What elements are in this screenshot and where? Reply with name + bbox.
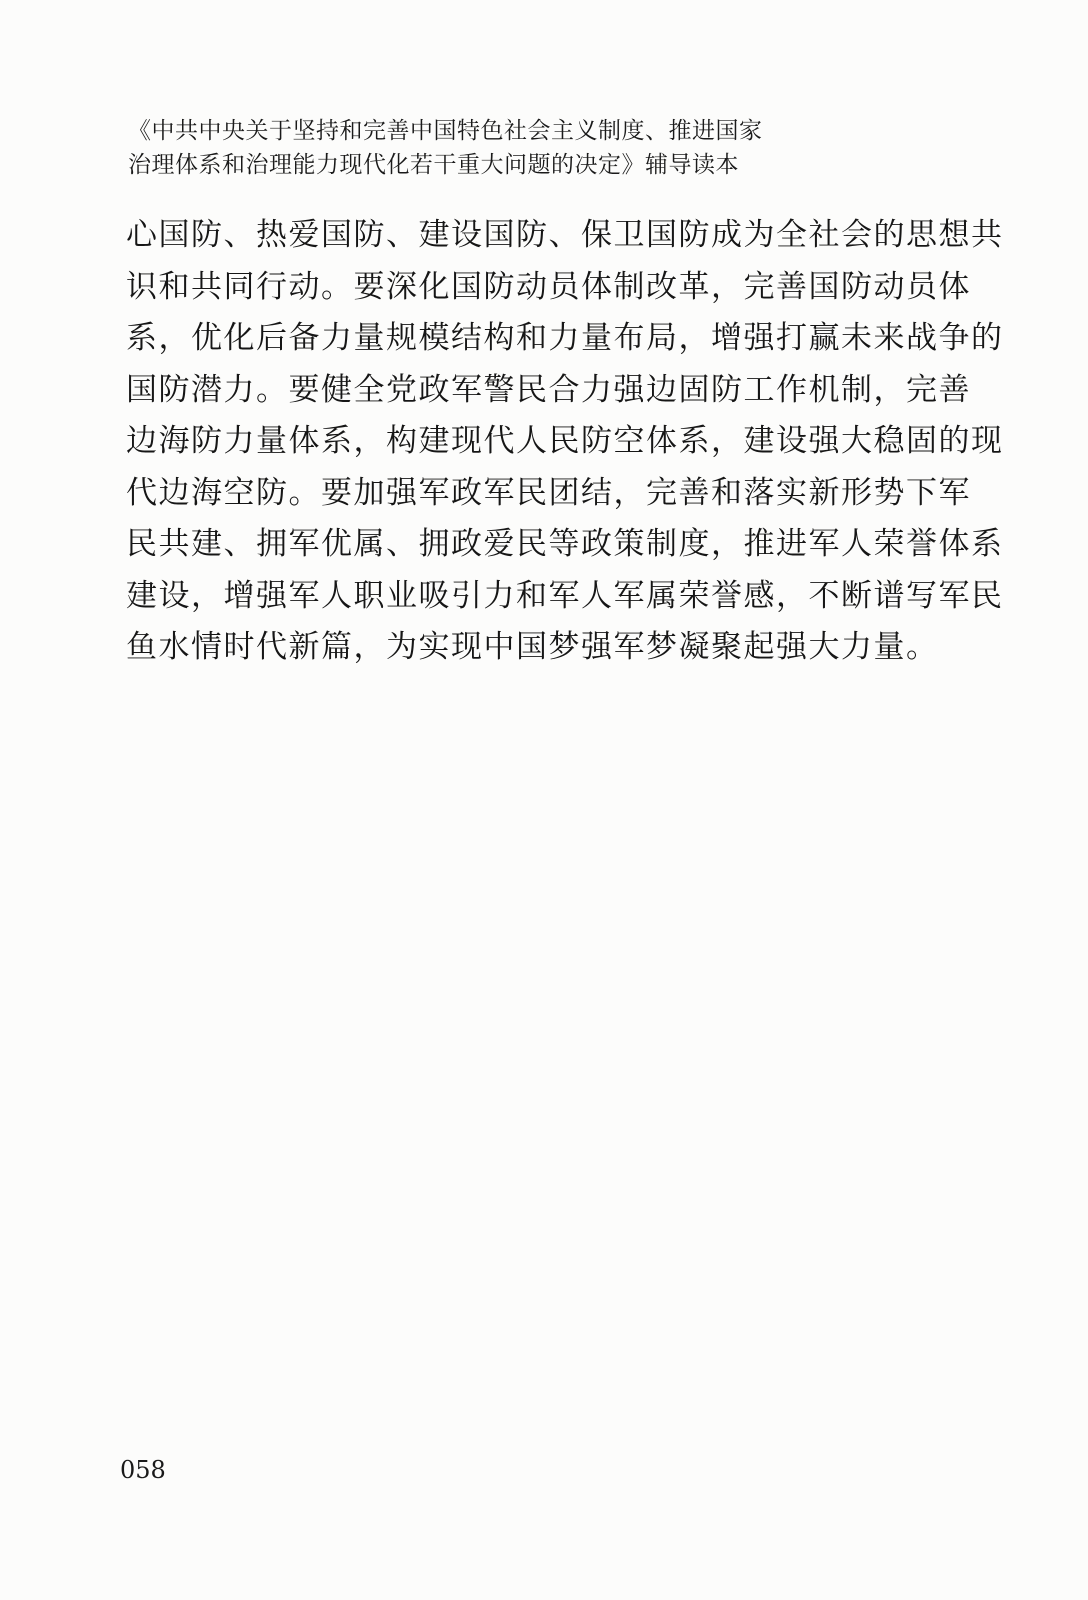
body-line: 识和共同行动。要深化国防动员体制改革，完善国防动员体 xyxy=(126,268,971,305)
body-line: 民共建、拥军优属、拥政爱民等政策制度，推进军人荣誉体系 xyxy=(126,526,1004,562)
running-header-line-2: 治理体系和治理能力现代化若干重大问题的决定》辅导读本 xyxy=(128,152,739,178)
body-line: 建设，增强军人职业吸引力和军人军属荣誉感，不断谱写军民 xyxy=(126,577,1004,614)
body-line: 心国防、热爱国防、建设国防、保卫国防成为全社会的思想共 xyxy=(126,217,1004,253)
body-line: 边海防力量体系，构建现代人民防空体系，建设强大稳固的现 xyxy=(126,423,1004,459)
body-line: 代边海空防。要加强军政军民团结，完善和落实新形势下军 xyxy=(126,474,971,511)
body-line: 系，优化后备力量规模结构和力量布局，增强打赢未来战争的 xyxy=(126,320,1004,356)
page-number: 058 xyxy=(120,1456,166,1484)
body-line: 鱼水情时代新篇，为实现中国梦强军梦凝聚起强大力量。 xyxy=(126,629,939,665)
running-header xyxy=(128,114,928,182)
body-line: 国防潜力。要健全党政军警民合力强边固防工作机制，完善 xyxy=(126,371,971,408)
running-header-line-1: 《中共中央关于坚持和完善中国特色社会主义制度、推进国家 xyxy=(128,118,763,144)
body-paragraph xyxy=(126,210,1004,674)
